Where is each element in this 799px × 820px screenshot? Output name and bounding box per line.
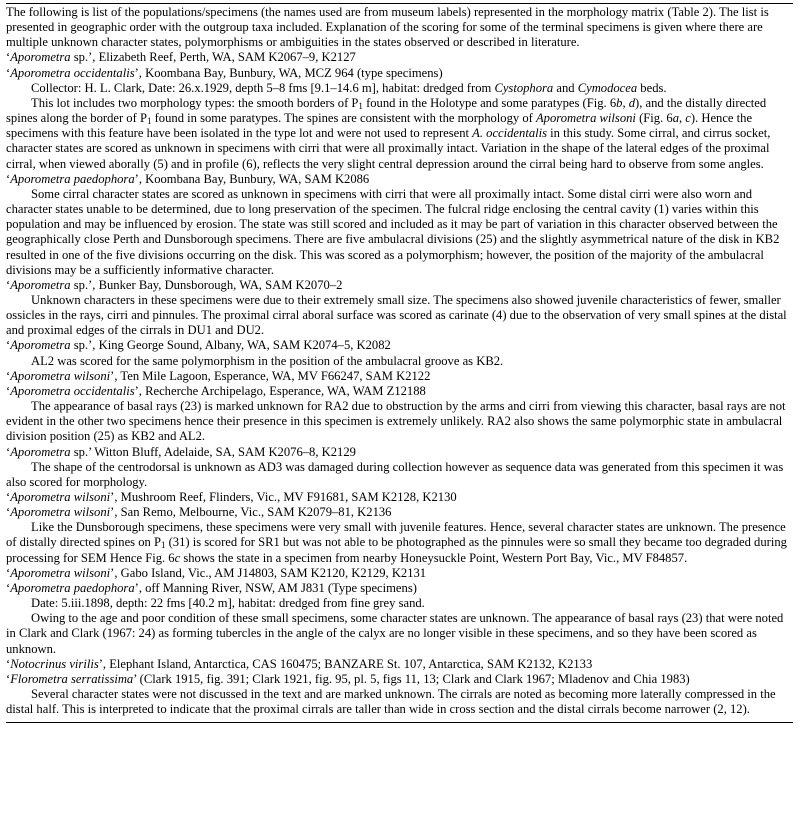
specimen-note-paragraph: AL2 was scored for the same polymorphism in the position of the ambulacral groove as KB2. — [31, 353, 504, 368]
specimen-heading: ‘Aporometra occidentalis’, Recherche Archipelago, Esperance, WA, WAM Z12188 — [6, 383, 426, 398]
specimen-heading: ‘Aporometra sp.’, King George Sound, Albany, WA, SAM K2074–5, K2082 — [6, 338, 391, 353]
specimen-heading: ‘Aporometra wilsoni’, Gabo Island, Vic., AM J14803, SAM K2120, K2129, K2131 — [6, 565, 427, 580]
specimen-heading: ‘Aporometra wilsoni’, Mushroom Reef, Flinders, Vic., MV F91681, SAM K2128, K2130 — [6, 490, 457, 504]
specimen-heading: ‘Notocrinus virilis’, Elephant Island, Antarctica, CAS 160475; BANZARE St. 107, Antarctica, SAM K2132, K2133 — [6, 656, 593, 671]
specimen-note-paragraph: Owing to the age and poor condition of these small specimens, some character states are unknown. The appearance of basal rays (23) that were noted in Clark and Clark (1967: 24) as forming tubercles in the angle of the calyx are no longer visible in these specimens, and so they have been scored as unknown. — [6, 611, 784, 656]
specimen-note-paragraph: Several character states were not discussed in the text and are marked unknown. The cirrals are noted as becoming more laterally compressed in the distal half. This is interpreted to indicate that the proximal cirrals are taller than wide in cross section and the distal cirrals become narrower (2, 12). — [6, 687, 776, 717]
specimen-note-paragraph: Date: 5.iii.1898, depth: 22 fms [40.2 m], habitat: dredged from fine grey sand. — [31, 596, 425, 611]
specimen-note-paragraph: Collector: H. L. Clark, Date: 26.x.1929, depth 5–8 fms [9.1–14.6 m], habitat: dredged from Cystophora and Cymodocea beds. — [31, 80, 667, 95]
specimen-heading: ‘Aporometra occidentalis’, Koombana Bay, Bunbury, WA, MCZ 964 (type specimens) — [6, 65, 443, 80]
specimen-heading: ‘Aporometra sp.’, Bunker Bay, Dunsborough, WA, SAM K2070–2 — [6, 277, 343, 292]
specimen-heading: ‘Aporometra sp.’ Witton Bluff, Adelaide, SA, SAM K2076–8, K2129 — [6, 444, 356, 459]
specimen-heading: ‘Florometra serratissima’ (Clark 1915, fig. 391; Clark 1921, fig. 95, pl. 5, figs 11, 13; Clark and Clark 1967; Mladenov and Chia 1983) — [6, 671, 690, 686]
specimen-list — [6, 5, 793, 717]
intro-paragraph: The following is list of the populations/specimens (the names used are from museum labels) represented in the morphology matrix (Table 2). The list is presented in geographic order with the outgroup taxa included. Explanation of the scoring for some of the terminal specimens is given where there are multiple unknown character states, polymorphisms or ambiguities in the states observed or described in literature. — [6, 5, 769, 50]
specimen-heading: ‘Aporometra paedophora’, off Manning River, NSW, AM J831 (Type specimens) — [6, 580, 417, 595]
specimen-note-paragraph: Some cirral character states are scored as unknown in specimens with cirri that were all proximally intact. Some distal cirri were also worn and character states unable to be determined, due to long preservation of the specimen. The fulcral ridge enclosing the central cavity (1) varies within this population and may be influenced by erosion. The state was still scored and included as it may be part of variation in this character observed between the geographically close Perth and Dunsborough specimens. There are five ambulacral divisions (25) and the slightly asymmetrical nature of the disk in KB2 resulted in one of the five divisions occurring on the disk. This was scored as a polymorphism; however, the position of the majority of the ambulacral divisions may be a sufficiently informative character. — [6, 186, 780, 277]
specimen-note-paragraph: This lot includes two morphology types: the smooth borders of $P_1$ found in the Holotype and some paratypes (Fig. 6b, d), and the distally directed spines along the border of $P_1$ found in some paratypes. The spines are consistent with the morphology of Aporometra wilsoni (Fig. 6a, c). Hence the specimens with this feature have been isolated in the type lot and were not used to represent A. occidentalis in this study. Some cirral, and cirrus socket, character states are scored as unknown in specimens with cirri that were all proximally intact. Variation in the shape of the lateral edges of the proximal cirral, when viewed aborally (5) and in profile (6), reflects the very slight central depression around the cirral being hard to observe from some angles. — [6, 95, 771, 171]
specimen-heading: ‘Aporometra sp.’, Elizabeth Reef, Perth, WA, SAM K2067–9, K2127 — [6, 50, 356, 65]
specimen-note-paragraph: Like the Dunsborough specimens, these specimens were very small with juvenile features. Hence, several character states are unknown. The presence of distally directed spines on $P_1$ (31) is scored for SR1 but was not able to be photographed as the pinnules were so small they became too degraded during processing for SEM Hence Fig. 6c shows the state in a specimen from nearby Honeysuckle Point, Western Port Bay, Vic., MV F84857. — [6, 520, 787, 565]
specimen-note-paragraph: Unknown characters in these specimens were due to their extremely small size. The specimens also showed juvenile characteristics of fewer, smaller ossicles in the rays, cirri and pinnules. The proximal cirral aboral surface was scored as carinate (4) due to the observation of very small spines at the distal and proximal edges of the cirrals in DU1 and DU2. — [6, 292, 787, 338]
bottom-rule — [6, 722, 793, 723]
specimen-heading: ‘Aporometra wilsoni’, San Remo, Melbourne, Vic., SAM K2079–81, K2136 — [6, 505, 392, 520]
top-rule — [6, 3, 793, 4]
specimen-note-paragraph: The shape of the centrodorsal is unknown as AD3 was damaged during collection however as sequence data was generated from this specimen it was also scored for morphology. — [6, 459, 784, 489]
specimen-heading: ‘Aporometra paedophora’, Koombana Bay, Bunbury, WA, SAM K2086 — [6, 171, 370, 186]
specimen-heading: ‘Aporometra wilsoni’, Ten Mile Lagoon, Esperance, WA, MV F66247, SAM K2122 — [6, 368, 431, 383]
specimen-note-paragraph: The appearance of basal rays (23) is marked unknown for RA2 due to obstruction by the arms and cirri from viewing this character, basal rays are not evident in the other two specimens hence their presence in this specimen is extremely unlikely. RA2 also shows the same polymorphic state in ambulacral division position (25) as KB2 and AL2. — [6, 399, 786, 444]
